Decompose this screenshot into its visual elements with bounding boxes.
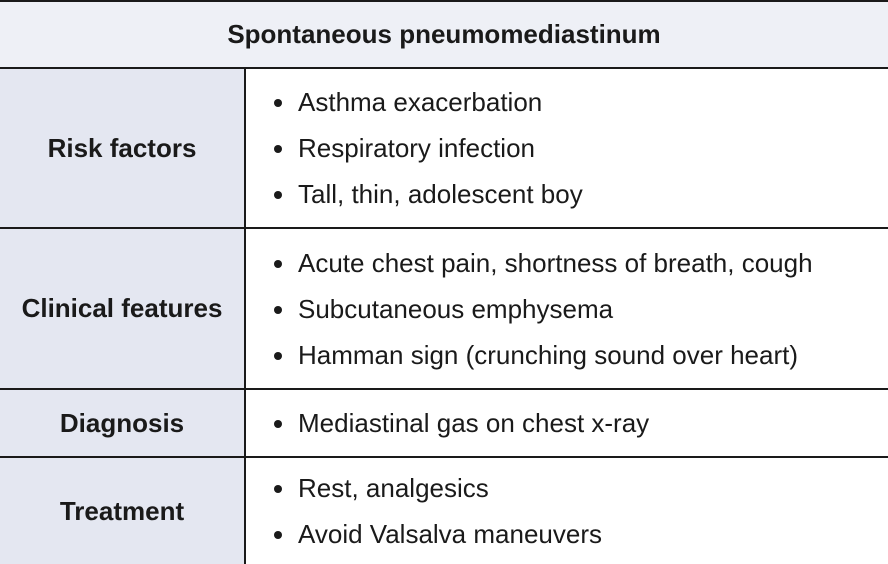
list-item: Mediastinal gas on chest x-ray [270, 400, 888, 446]
risk-factors-list [246, 69, 888, 227]
list-item: Asthma exacerbation [270, 79, 888, 125]
treatment-list [246, 458, 888, 564]
diagnosis-list [246, 390, 888, 456]
table-row-diagnosis [0, 390, 888, 458]
list-item: Acute chest pain, shortness of breath, cough [270, 240, 888, 286]
list-item: Hamman sign (crunching sound over heart) [270, 332, 888, 378]
list-item: Subcutaneous emphysema [270, 286, 888, 332]
row-label-diagnosis: Diagnosis [0, 390, 246, 456]
table-row-treatment [0, 458, 888, 564]
row-label-clinical-features: Clinical features [0, 229, 246, 388]
list-item: Tall, thin, adolescent boy [270, 171, 888, 217]
list-item: Avoid Valsalva maneuvers [270, 511, 888, 557]
row-label-treatment: Treatment [0, 458, 246, 564]
table-row-risk-factors [0, 69, 888, 229]
list-item: Rest, analgesics [270, 465, 888, 511]
clinical-features-list [246, 229, 888, 388]
list-item: Respiratory infection [270, 125, 888, 171]
row-label-risk-factors: Risk factors [0, 69, 246, 227]
table-row-clinical-features [0, 229, 888, 390]
table-title: Spontaneous pneumomediastinum [0, 0, 888, 69]
